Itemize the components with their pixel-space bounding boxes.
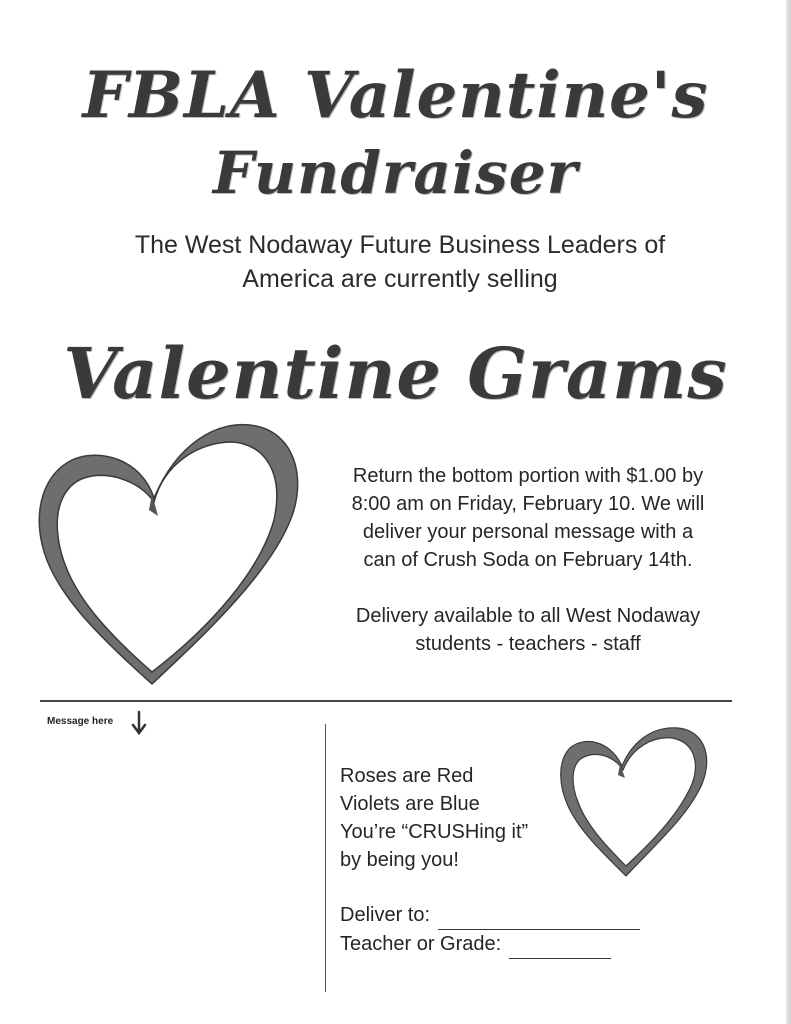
arrow-down-icon <box>130 710 148 736</box>
info-line: 8:00 am on Friday, February 10. We will <box>351 493 705 515</box>
teacher-grade-label: Teacher or Grade: <box>340 933 502 955</box>
poem-line: Roses are Red <box>340 765 474 787</box>
info-block <box>318 462 738 658</box>
cut-line <box>40 700 732 702</box>
deliver-to-label: Deliver to: <box>340 904 431 926</box>
page-subtitle: Fundraiser <box>212 139 579 207</box>
heart-outline-icon <box>36 420 300 690</box>
poem <box>340 762 580 874</box>
page-title: FBLA Valentine's <box>82 58 709 133</box>
info-line: Return the bottom portion with $1.00 by <box>352 465 704 487</box>
poem-line: Violets are Blue <box>340 793 480 815</box>
intro-line: America are currently selling <box>242 265 558 293</box>
product-title: Valentine Grams <box>63 332 728 415</box>
heart-outline-icon <box>560 726 710 878</box>
message-label: Message here <box>47 716 114 727</box>
teacher-grade-blank[interactable] <box>509 938 611 959</box>
intro-line: The West Nodaway Future Business Leaders of <box>134 231 666 259</box>
poem-line: You’re “CRUSHing it” <box>340 821 529 843</box>
intro-text <box>60 228 740 296</box>
info-line: can of Crush Soda on February 14th. <box>363 549 693 571</box>
delivery-line: students - teachers - staff <box>415 633 641 655</box>
teacher-grade-row <box>340 930 740 959</box>
deliver-to-row <box>340 901 740 930</box>
deliver-to-blank[interactable] <box>438 909 640 930</box>
info-line: deliver your personal message with a <box>362 521 694 543</box>
delivery-line: Delivery available to all West Nodaway <box>355 605 701 627</box>
form-divider <box>325 724 326 992</box>
delivery-form <box>340 901 740 959</box>
poem-line: by being you! <box>340 849 459 871</box>
